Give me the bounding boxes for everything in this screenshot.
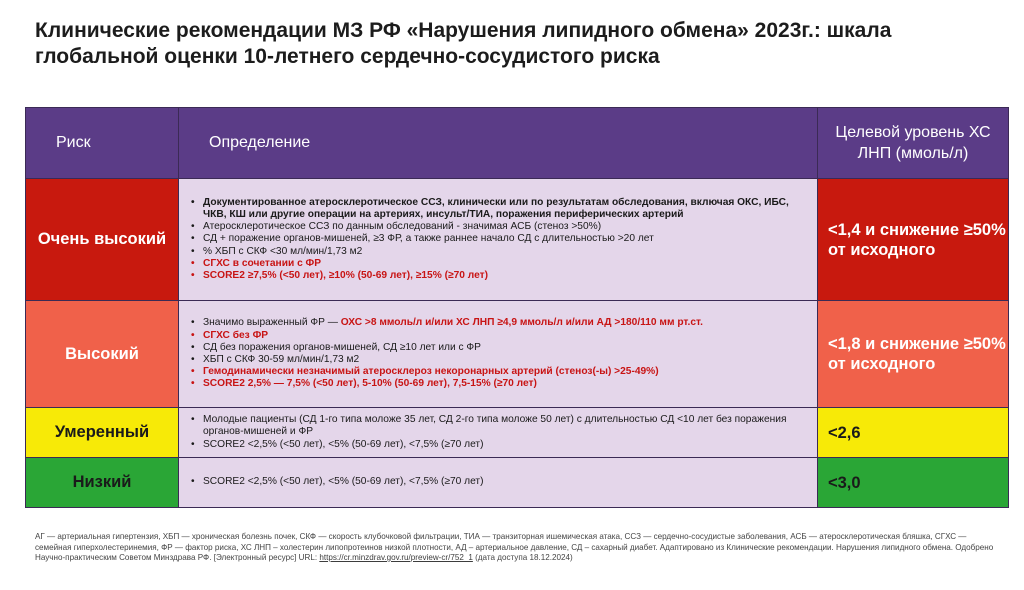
header-definition: Определение xyxy=(179,108,818,179)
risk-label-low: Низкий xyxy=(26,458,179,508)
row-moderate xyxy=(26,408,1009,458)
definition-moderate xyxy=(179,408,818,458)
table-header-row xyxy=(26,108,1009,179)
row-very-high xyxy=(26,179,1009,301)
list-item xyxy=(187,317,809,329)
list-item: • СГХС без ФР xyxy=(187,330,809,342)
row-low xyxy=(26,458,1009,508)
target-low: <3,0 xyxy=(818,458,1009,508)
risk-factor-values: ОХС >8 ммоль/л и/или ХС ЛНП ≥4,9 ммоль/л и/или АД >180/110 мм рт.ст. xyxy=(340,317,703,329)
list-item: • SCORE2 <2,5% (<50 лет), <5% (50-69 лет), <7,5% (≥70 лет) xyxy=(187,476,809,488)
list-item: • ХБП с СКФ 30-59 мл/мин/1,73 м2 xyxy=(187,354,809,366)
list-item: • Документированное атеросклеротическое ССЗ, клинически или по результатам обследования, включая ОКС, ИБС, ЧКВ, КШ или другие операции на артериях, инсульт/ТИА, поражения периферических артерий xyxy=(187,197,809,221)
list-item: • СД + поражение органов-мишеней, ≥3 ФР, а также раннее начало СД с длительностью >20 лет xyxy=(187,233,809,245)
definition-high xyxy=(179,301,818,408)
list-item: • SCORE2 2,5% — 7,5% (<50 лет), 5-10% (50-69 лет), 7,5-15% (≥70 лет) xyxy=(187,378,809,390)
list-item: • СД без поражения органов-мишеней, СД ≥10 лет или с ФР xyxy=(187,342,809,354)
risk-factor-prefix: Значимо выраженный ФР — xyxy=(203,317,341,329)
footnote-date: (дата доступа 18.12.2024) xyxy=(472,553,573,562)
source-link[interactable]: https://cr.minzdrav.gov.ru/preview-cr/752_1 xyxy=(319,553,473,562)
risk-label-very-high: Очень высокий xyxy=(26,179,179,301)
list-item: • Молодые пациенты (СД 1-го типа моложе 35 лет, СД 2-го типа моложе 50 лет) с длительностью СД <10 лет без поражения органов-мишеней и ФР xyxy=(187,414,809,438)
definition-low xyxy=(179,458,818,508)
list-item: • Атеросклеротическое ССЗ по данным обследований - значимая АСБ (стеноз >50%) xyxy=(187,221,809,233)
target-moderate: <2,6 xyxy=(818,408,1009,458)
page-title: Клинические рекомендации МЗ РФ «Нарушения липидного обмена» 2023г.: шкала глобальной оценки 10-летнего сердечно-сосудистого риска xyxy=(35,19,892,68)
row-high xyxy=(26,301,1009,408)
footnote xyxy=(35,532,995,564)
list-item: • Гемодинамически незначимый атеросклероз некоронарных артерий (стеноз(-ы) >25-49%) xyxy=(187,366,809,378)
risk-label-moderate: Умеренный xyxy=(26,408,179,458)
header-risk: Риск xyxy=(26,108,179,179)
list-item: • СГХС в сочетании с ФР xyxy=(187,258,809,270)
list-item: • SCORE2 ≥7,5% (<50 лет), ≥10% (50-69 лет), ≥15% (≥70 лет) xyxy=(187,270,809,282)
risk-table xyxy=(25,107,1009,508)
footnote-text: АГ — артериальная гипертензия, ХБП — хроническая болезнь почек, СКФ — скорость клубочковой фильтрации, ТИА — транзиторная ишемическая атака, ССЗ — сердечно-сосудистые заболевания, АСБ — атеросклеротическая бляшка, СГХС — семейная гиперхолестеринемия, ФР — фактор риска, ХС ЛНП – холестерин липопротеинов низкой плотности, АД – артериальное давление, СД – сахарный диабет. Адаптировано из Клинические рекомендации. Нарушения липидного обмена. Одобрено Научно-практическим Советом Минздрава РФ. [Электронный ресурс] URL: xyxy=(35,532,994,562)
list-item: • SCORE2 <2,5% (<50 лет), <5% (50-69 лет), <7,5% (≥70 лет) xyxy=(187,439,809,451)
target-high: <1,8 и снижение ≥50% от исходного xyxy=(818,301,1009,408)
definition-very-high xyxy=(179,179,818,301)
header-target: Целевой уровень ХС ЛНП (ммоль/л) xyxy=(818,108,1009,179)
target-very-high: <1,4 и снижение ≥50% от исходного xyxy=(818,179,1009,301)
list-item: • % ХБП с СКФ <30 мл/мин/1,73 м2 xyxy=(187,246,809,258)
risk-label-high: Высокий xyxy=(26,301,179,408)
